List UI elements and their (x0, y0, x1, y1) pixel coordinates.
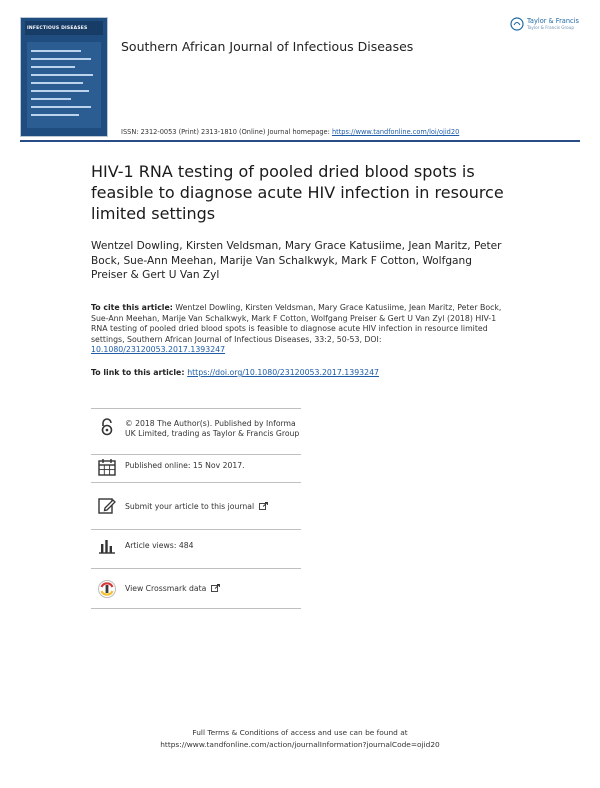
submit-article-text: Submit your article to this journal (125, 502, 255, 511)
article-title: HIV-1 RNA testing of pooled dried blood spots is feasible to diagnose acute HIV infection in resource limited settings (91, 162, 504, 223)
header-divider (20, 140, 580, 142)
publisher-logo (510, 15, 585, 37)
journal-homepage-link[interactable]: https://www.tandfonline.com/loi/ojid20 (331, 128, 460, 136)
crossmark-link[interactable] (125, 584, 301, 594)
external-link-icon (211, 584, 220, 592)
terms-footer-line1: Full Terms & Conditions of access and use can be found at (192, 728, 408, 737)
bar-chart-icon (97, 536, 117, 556)
published-text: Published online: 15 Nov 2017. (125, 461, 245, 470)
journal-cover-image (20, 17, 108, 137)
issn-line (121, 128, 459, 136)
publisher-logo-icon (510, 17, 524, 31)
article-info-box (91, 393, 301, 609)
external-link-icon (259, 502, 268, 510)
journal-title: Southern African Journal of Infectious Diseases (121, 39, 414, 54)
citation-doi-link[interactable]: 10.1080/23120053.2017.1393247 (91, 345, 226, 355)
article-link-block (91, 368, 511, 377)
issn-text: ISSN: 2312-0053 (Print) 2313-1810 (Online) Journal homepage: (121, 128, 332, 136)
submit-article-link[interactable] (125, 502, 301, 512)
article-doi-link[interactable]: https://doi.org/10.1080/23120053.2017.1393247 (187, 368, 379, 377)
terms-footer (0, 727, 600, 750)
open-access-icon (97, 417, 117, 437)
article-link-label: To link to this article: (91, 368, 188, 377)
edit-icon (97, 496, 117, 516)
crossmark-text: View Crossmark data (125, 584, 207, 593)
license-text: © 2018 The Author(s). Published by Informa UK Limited, trading as Taylor & Francis Group (125, 419, 300, 439)
publisher-logo-sub: Taylor & Francis Group (527, 25, 575, 30)
citation-block (91, 303, 511, 356)
article-views-text[interactable]: Article views: 484 (125, 541, 194, 550)
publisher-logo-text: Taylor & Francis (527, 17, 579, 25)
citation-text: Wentzel Dowling, Kirsten Veldsman, Mary Grace Katusiime, Jean Maritz, Peter Bock, Sue-Ann Meehan, Marije Van Schalkwyk, Mark F Cotton, Wolfgang Preiser & Gert U Van Zyl (2018) HIV-1 RNA testing of pooled dried blood spots is feasible to diagnose acute HIV infection in resource limited settings, Southern African Journal of Infectious Diseases, 33:2, 50-53, DOI: (91, 303, 502, 344)
calendar-icon (97, 457, 117, 477)
crossmark-icon (97, 579, 117, 599)
cover-title: INFECTIOUS DISEASES (27, 26, 88, 31)
terms-footer-url[interactable]: https://www.tandfonline.com/action/journalInformation?journalCode=ojid20 (160, 739, 440, 749)
citation-label: To cite this article: (91, 303, 173, 312)
author-list: Wentzel Dowling, Kirsten Veldsman, Mary Grace Katusiime, Jean Maritz, Peter Bock, Sue-Ann Meehan, Marije Van Schalkwyk, Mark F Cotton, Wolfgang Preiser & Gert U Van Zyl (91, 240, 502, 281)
